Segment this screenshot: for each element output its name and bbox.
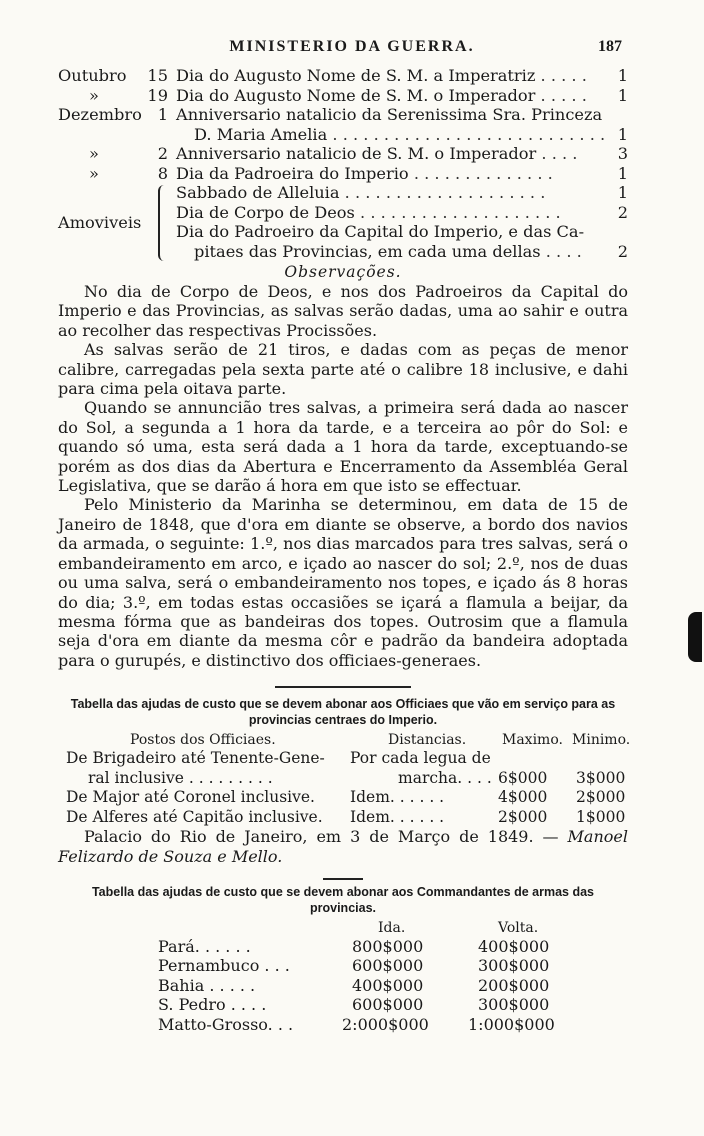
festival-month: » [89,163,99,183]
festival-month: » [89,144,99,163]
table-row [58,956,628,976]
signature-line: Palacio do Rio de Janeiro, em 3 de Março de 1849. — Manoel Felizardo de Souza e Mello. [58,827,628,866]
movable-label: Amoviveis [58,213,142,232]
province-name: Pernambuco . . . [158,956,290,976]
column-header: Volta. [498,919,539,936]
table-header-row [58,730,631,749]
table-cell: 1$000 [576,807,626,826]
column-header: Ida. [378,919,406,936]
province-name: Matto-Grosso. . . [158,1014,294,1034]
table-cell: 800$000 [352,936,424,956]
table-cell: Por cada legua de [350,749,491,768]
festival-desc: Dia da Padroeira do Imperio . . . . . . . . . . . . . . [176,163,553,183]
festival-salute-count: 2 [617,241,628,261]
festival-day: 1 [157,105,168,124]
festival-desc: Dia do Augusto Nome de S. M. a Imperatriz . . . . . [176,66,587,85]
festival-desc: pitaes das Provincias, em cada uma dellas . . . . [194,241,582,261]
festival-list [58,66,628,183]
table-row [58,995,628,1015]
observation-paragraph: As salvas serão de 21 tiros, e dadas com as peças de menor calibre, carregadas pela sexta parte até o calibre 18 inclusive, e dahi para cima pela oitava parte. [58,340,628,399]
festival-row [58,86,628,106]
festival-salute-count: 1 [617,66,628,85]
table-cell: De Major até Coronel inclusive. [66,788,315,807]
festival-day: 19 [147,85,168,105]
table-row [58,788,628,808]
table-header-row [58,918,628,937]
festival-day: 2 [157,144,168,163]
column-header: Maximo. [502,732,563,749]
officers-allowance-table [58,696,631,866]
table-cell: 400$000 [352,975,424,995]
festival-salute-count: 1 [617,163,628,183]
festival-month: Outubro [58,66,127,85]
observation-paragraph: Quando se annuncião tres salvas, a primeira será dada ao nascer do Sol, a segunda a 1 hora da tarde, e a terceira ao pôr do Sol: e quando só uma, esta será dada a 1 hora da tarde, exceptuando-se porém as dos dias da Abertura e Encerramento da Assembléa Geral Legislativa, que se darão á hora em que isto se effectuar. [58,398,628,496]
movable-festivals [58,183,628,263]
commanders-allowance-table [58,884,628,1035]
table-cell: De Brigadeiro até Tenente-Gene- [66,749,325,768]
table-cell: 2:000$000 [342,1014,429,1034]
table-cell: 300$000 [478,995,550,1015]
festival-desc: Anniversario natalicio da Serenissima Sra. Princeza [176,105,603,124]
observation-paragraph: Pelo Ministerio da Marinha se determinou, em data de 15 de Janeiro de 1848, que d'ora em diante se observe, a bordo dos navios da armada, o seguinte: 1.º, nos dias marcados para tres salvas, será o embandeiramento em arco, e içado ao nascer do sol; 2.º, nos de duas ou uma salva, será o embandeiramento nos topes, e içado ás 8 horas do dia; 3.º, em todas estas occasiões se içará a flamula a beijar, da mesma fórma que as bandeiras dos topes. Outrosim que a flamula seja d'ora em diante da mesma côr e padrão da bandeira adoptada para o gurupés, e distinctivo dos officiaes-generaes. [58,495,628,670]
table-row [58,769,628,789]
festival-month: Dezembro [58,105,142,124]
table-cell: 2$000 [498,807,548,826]
festival-desc: D. Maria Amelia . . . . . . . . . . . . . . . . . . . . . . . . . . . [194,124,606,144]
festival-row [58,125,628,145]
table-cell: 200$000 [478,975,550,995]
festival-month: » [89,85,99,105]
table-caption: Tabella das ajudas de custo que se devem abonar aos Commandantes de armas das provincias. [91,884,595,915]
festival-salute-count: 1 [617,183,628,202]
section-divider [323,878,363,880]
festival-salute-count: 2 [617,202,628,222]
festival-day: 8 [157,163,168,183]
table-cell: ral inclusive . . . . . . . . . [88,768,273,787]
table-row [58,976,628,996]
table-cell: 600$000 [352,956,424,976]
festival-desc: Anniversario natalicio de S. M. o Imperador . . . . [176,144,578,163]
table-cell: 6$000 [498,768,548,787]
festival-row [58,242,628,262]
table-cell: 1:000$000 [468,1014,555,1034]
festival-row [58,183,628,203]
table-cell: De Alferes até Capitão inclusive. [66,807,323,826]
festival-row [58,66,628,86]
page-header [0,38,704,58]
festival-row [58,144,628,164]
table-cell: 400$000 [478,936,550,956]
festival-row [58,203,628,223]
festival-desc: Dia do Augusto Nome de S. M. o Imperador . . . . . [176,85,587,105]
table-cell: 4$000 [498,788,548,807]
observations-heading: Observações. [284,263,402,281]
province-name: Bahia . . . . . [158,975,256,995]
table-row [58,1015,628,1035]
observation-paragraph: No dia de Corpo de Deos, e nos dos Padroeiros da Capital do Imperio e das Provincias, as salvas serão dadas, uma ao sahir e outra ao recolher das respectivas Procissões. [58,282,628,340]
table-cell: 2$000 [576,788,626,807]
running-title: MINISTERIO DA GUERRA. [229,38,475,55]
festival-salute-count: 1 [617,124,628,144]
table-row [58,808,628,828]
festival-day: 15 [147,66,168,85]
festival-row [58,164,628,184]
table-row [58,749,628,769]
table-cell: 600$000 [352,995,424,1015]
province-name: Pará. . . . . . [158,936,251,956]
column-header: Minimo. [572,732,631,749]
table-row [58,937,628,957]
page-edge-blot [688,612,702,662]
festival-desc: Dia do Padroeiro da Capital do Imperio, e das Ca- [176,222,585,241]
signature-author: Manoel Felizardo de Souza e Mello. [58,827,628,866]
table-caption: Tabella das ajudas de custo que se devem abonar aos Officiaes que vão em serviço para as provincias centraes do Imperio. [70,697,616,728]
page-body [58,66,631,1034]
festival-salute-count: 3 [617,144,628,163]
section-divider [275,686,411,688]
province-name: S. Pedro . . . . [158,995,267,1015]
festival-desc: Sabbado de Alleluia . . . . . . . . . . . . . . . . . . . . [176,183,546,202]
festival-desc: Dia de Corpo de Deos . . . . . . . . . . . . . . . . . . . . [176,202,561,222]
table-cell: 300$000 [478,956,550,976]
table-cell: Idem. . . . . . [350,807,445,826]
festival-row [58,222,628,242]
column-header: Postos dos Officiaes. [130,732,276,749]
table-cell: Idem. . . . . . [350,788,445,807]
festival-row [58,105,628,125]
table-cell: 3$000 [576,768,626,787]
festival-salute-count: 1 [617,85,628,105]
page-number: 187 [598,38,622,55]
table-cell: marcha. . . . [398,768,492,787]
column-header: Distancias. [388,732,467,749]
